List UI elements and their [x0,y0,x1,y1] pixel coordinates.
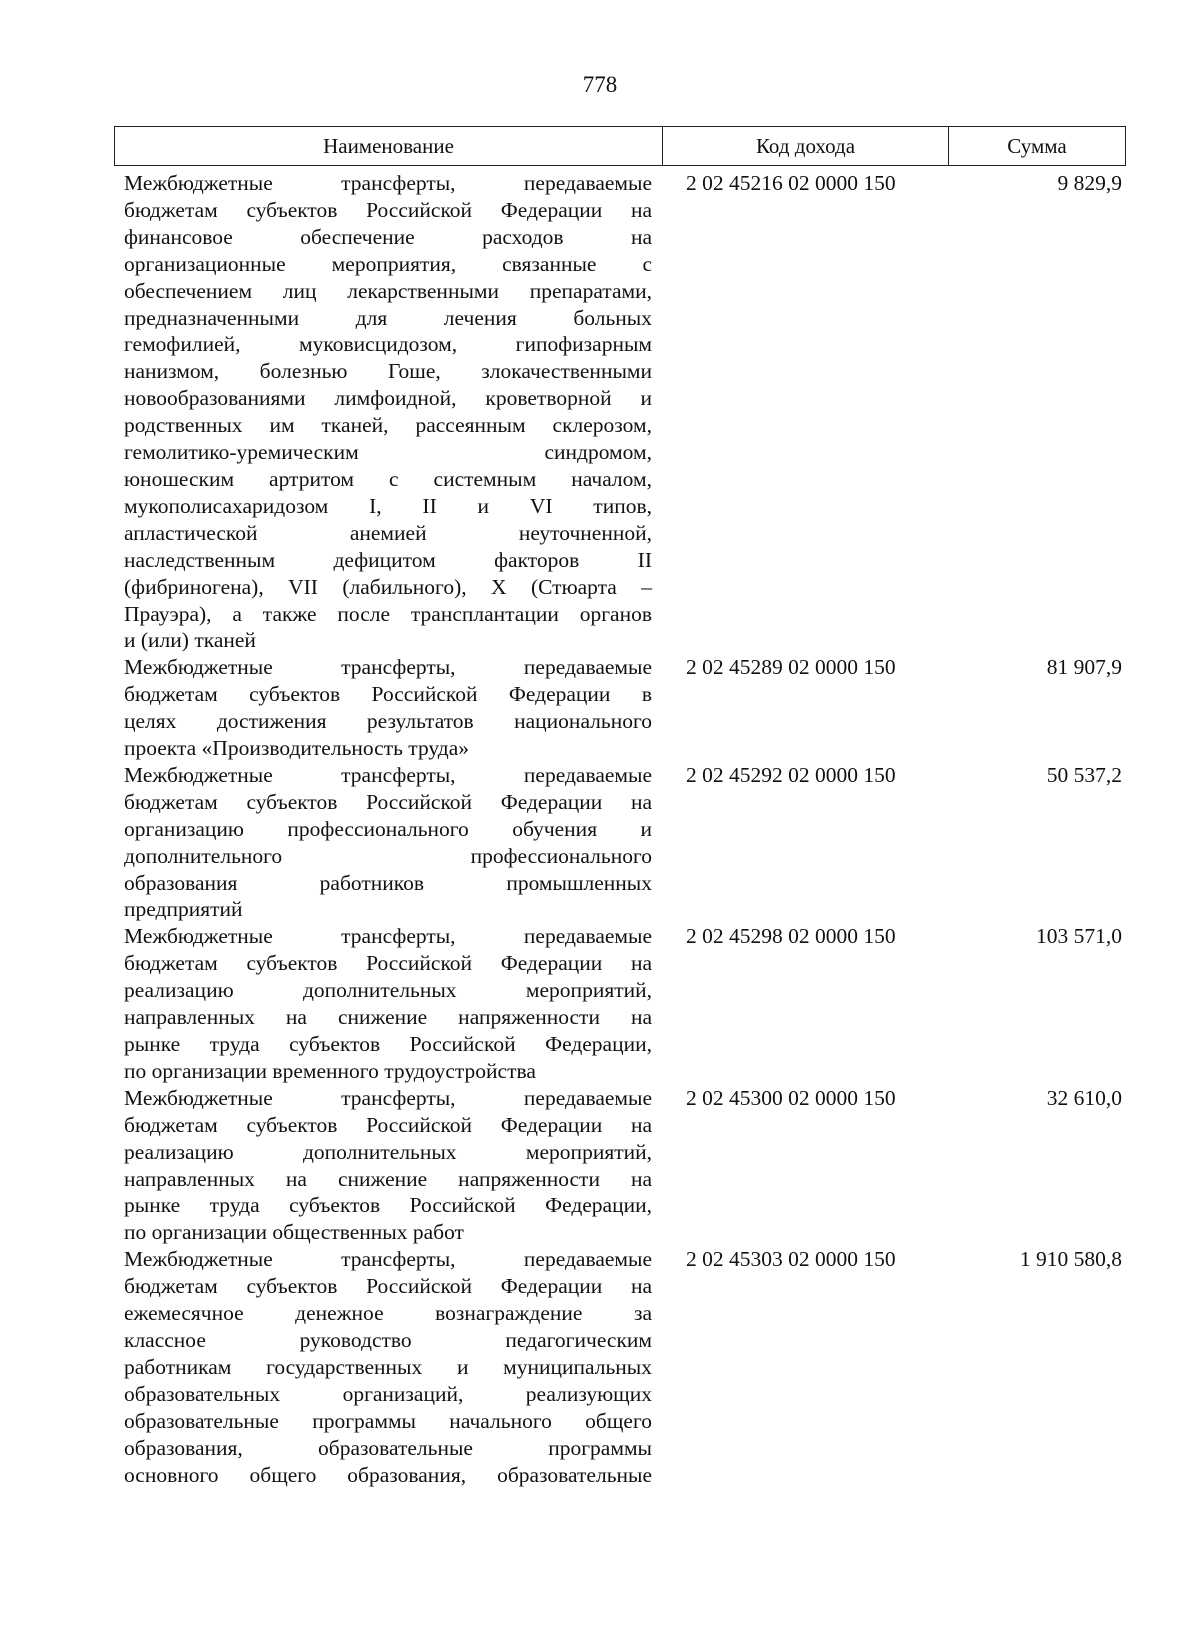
table-row [124,762,1126,923]
row-sum: 81 907,9 [1046,655,1122,680]
row-name-line: родственных им тканей, рассеянным склерозом, [124,413,652,438]
row-name-line: обеспечением лиц лекарственными препаратами, [124,278,652,303]
row-name-line: (фибриногена), VII (лабильного), X (Стюарта – [124,574,652,599]
row-name-line: дополнительного профессионального [124,843,652,868]
row-name-line: бюджетам субъектов Российской Федерации на [124,951,652,976]
row-name-line: гемолитико-уремическим синдромом, [124,440,652,465]
row-sum: 103 571,0 [1036,924,1122,949]
table-row [124,654,1126,762]
row-name-line: Межбюджетные трансферты, передаваемые [124,655,652,680]
row-name-line: направленных на снижение напряженности на [124,1005,652,1030]
row-sum: 50 537,2 [1046,762,1122,787]
row-name-line: Межбюджетные трансферты, передаваемые [124,924,652,949]
row-code: 2 02 45292 02 0000 150 [686,762,896,787]
row-name-line: бюджетам субъектов Российской Федерации на [124,1112,652,1137]
row-name-line: работникам государственных и муниципальных [124,1354,652,1379]
row-name-line: Межбюджетные трансферты, передаваемые [124,171,652,195]
row-name-line: наследственным дефицитом факторов II [124,547,652,572]
row-name [124,1085,652,1246]
row-name [124,923,652,1084]
table-header [114,126,1126,166]
row-name-line: образования, образовательные программы [124,1435,652,1460]
row-name-line: Межбюджетные трансферты, передаваемые [124,1247,652,1272]
row-name-line: образования работников промышленных [124,870,652,895]
row-name-line: бюджетам субъектов Российской Федерации на [124,789,652,814]
header-code: Код дохода [663,127,949,165]
row-name [124,654,652,762]
row-sum: 32 610,0 [1046,1085,1122,1110]
row-name-line: юношеским артритом с системным началом, [124,466,652,491]
row-name-line: апластической анемией неуточненной, [124,520,652,545]
header-name: Наименование [115,127,663,165]
row-name-line: мукополисахаридозом I, II и VI типов, [124,493,652,518]
row-name [124,1246,652,1488]
row-sum: 9 829,9 [1057,171,1122,195]
row-name-line: Прауэра), а также после трансплантации органов [124,601,652,626]
row-name-line: образовательных организаций, реализующих [124,1381,652,1406]
header-sum: Сумма [1007,133,1067,158]
row-name-line: предназначенными для лечения больных [124,305,652,330]
row-name-line: классное руководство педагогическим [124,1327,652,1352]
row-name-line: новообразованиями лимфоидной, кроветворной и [124,386,652,411]
row-name [124,170,652,654]
row-name-line: рынке труда субъектов Российской Федерации, [124,1032,652,1056]
row-code: 2 02 45303 02 0000 150 [686,1247,896,1272]
row-code: 2 02 45298 02 0000 150 [686,924,896,949]
row-name-line: финансовое обеспечение расходов на [124,224,652,249]
row-name-line: образовательные программы начального общего [124,1408,652,1433]
row-name-line: направленных на снижение напряженности на [124,1166,652,1191]
row-code: 2 02 45216 02 0000 150 [686,171,896,195]
row-name-line: ежемесячное денежное вознаграждение за [124,1301,652,1326]
row-name [124,762,652,923]
row-name-line: организацию профессионального обучения и [124,816,652,841]
table-row [124,170,1126,654]
row-name-line: бюджетам субъектов Российской Федерации на [124,1274,652,1299]
page-number: 778 [582,72,618,97]
table-row [124,923,1126,1084]
row-name-line: организационные мероприятия, связанные с [124,251,652,276]
row-name-line: по организации общественных работ [124,1220,464,1245]
row-name-line: бюджетам субъектов Российской Федерации в [124,682,652,707]
row-name-line: и (или) тканей [124,628,256,653]
row-name-line: рынке труда субъектов Российской Федерации, [124,1193,652,1218]
row-code: 2 02 45289 02 0000 150 [686,655,896,680]
table-body [124,170,1126,1488]
row-name-line: проекта «Производительность труда» [124,736,470,761]
row-name-line: Межбюджетные трансферты, передаваемые [124,1085,652,1110]
row-code: 2 02 45300 02 0000 150 [686,1085,896,1110]
row-name-line: нанизмом, болезнью Гоше, злокачественными [124,359,652,384]
row-sum: 1 910 580,8 [1019,1247,1122,1272]
row-name-line: основного общего образования, образовательные [124,1462,652,1487]
table-row [124,1085,1126,1246]
row-name-line: реализацию дополнительных мероприятий, [124,1139,652,1164]
row-name-line: предприятий [124,897,243,922]
row-name-line: Межбюджетные трансферты, передаваемые [124,762,652,787]
row-name-line: реализацию дополнительных мероприятий, [124,978,652,1003]
table-row [124,1246,1126,1488]
row-name-line: целях достижения результатов национального [124,709,652,734]
row-name-line: бюджетам субъектов Российской Федерации на [124,197,652,222]
row-name-line: по организации временного трудоустройства [124,1058,536,1083]
row-name-line: гемофилией, муковисцидозом, гипофизарным [124,332,652,357]
